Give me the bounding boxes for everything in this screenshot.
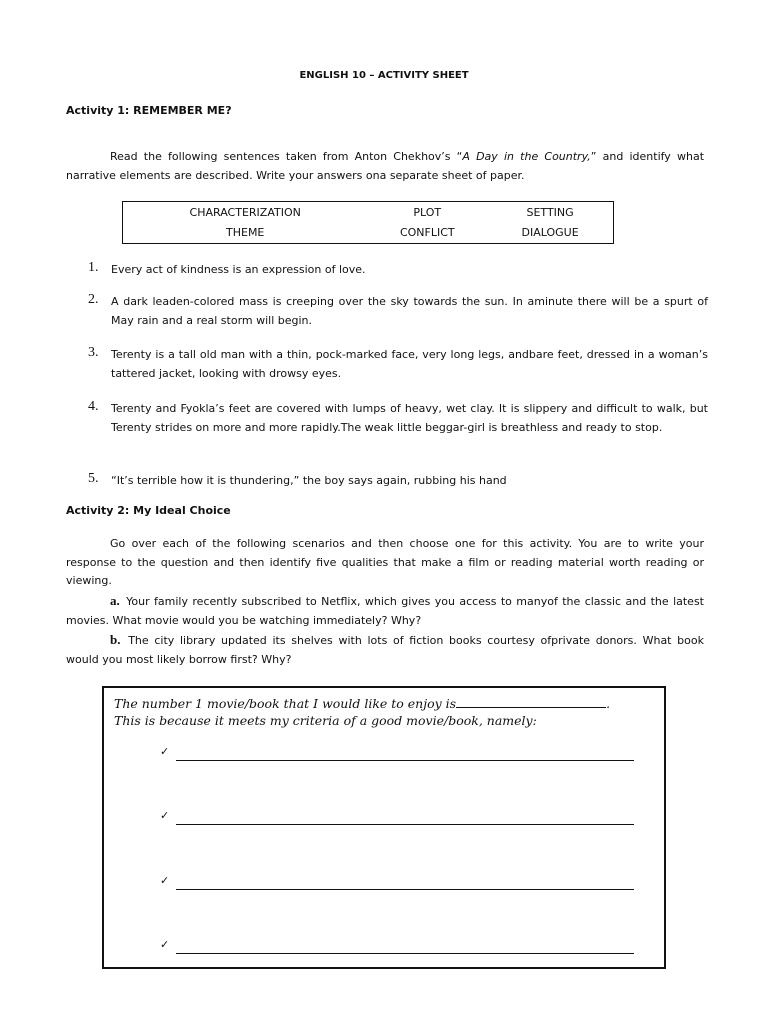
table-row <box>123 202 614 223</box>
work-title: A Day in the Country, <box>462 150 591 163</box>
criterion-row <box>160 809 634 825</box>
criterion-row <box>160 874 634 890</box>
item-number: 3. <box>88 345 99 360</box>
narrative-elements-table <box>122 201 614 244</box>
item-text: Terenty is a tall old man with a thin, pock-marked face, very long legs, andbare feet, dressed in a woman’s tattered jacket, looking with drowsy eyes. <box>111 348 708 380</box>
item-number: 2. <box>88 292 99 307</box>
instruction-text-start: Read the following sentences taken from Anton Chekhov’s “ <box>110 150 463 163</box>
list-item <box>88 400 708 437</box>
scenario-text: The city library updated its shelves with lots of fiction books courtesy ofprivate donors. What book would you most likely borrow first? Why? <box>66 634 704 666</box>
page-title: ENGLISH 10 – ACTIVITY SHEET <box>299 70 469 81</box>
prompt-text: The number 1 movie/book that I would like to enjoy is <box>114 696 457 711</box>
criterion-blank-field[interactable] <box>176 953 634 954</box>
list-item <box>88 261 708 280</box>
item-text: Every act of kindness is an expression of love. <box>111 263 366 276</box>
item-number: 4. <box>88 399 99 414</box>
criterion-blank-field[interactable] <box>176 889 634 890</box>
answer-prompt-line-1 <box>114 695 610 711</box>
table-cell: THEME <box>226 226 265 240</box>
item-number: 1. <box>88 260 99 275</box>
scenario-text: Your family recently subscribed to Netflix, which gives you access to manyof the classic and the latest movies. What movie would you be watching immediately? Why? <box>66 595 704 627</box>
item-number: 5. <box>88 471 99 486</box>
list-item <box>88 472 708 491</box>
criterion-row <box>160 938 634 954</box>
checkmark-icon: ✓ <box>160 809 170 822</box>
table-cell: DIALOGUE <box>521 226 579 240</box>
item-text: Terenty and Fyokla’s feet are covered with lumps of heavy, wet clay. It is slippery and difficult to walk, but Terenty strides on more and more rapidly.The weak little beggar-girl is breathless and ready to stop. <box>111 402 708 434</box>
prompt-period: . <box>606 696 611 711</box>
table-row <box>123 223 614 244</box>
table-cell: PLOT <box>413 205 442 219</box>
activity-1-heading: Activity 1: REMEMBER ME? <box>66 104 232 117</box>
list-item <box>88 346 708 383</box>
activity-1-instruction <box>66 148 704 185</box>
scenario-letter: a. <box>110 593 120 608</box>
activity-2-instruction: Go over each of the following scenarios and then choose one for this activity. You are to write your response to the question and then identify five qualities that make a film or reading material worth reading or viewing. <box>66 537 704 587</box>
scenario-b <box>66 631 704 669</box>
table-cell: CHARACTERIZATION <box>189 205 301 219</box>
activity-2-heading: Activity 2: My Ideal Choice <box>66 504 231 517</box>
table-cell: CONFLICT <box>399 226 455 240</box>
item-text: A dark leaden-colored mass is creeping over the sky towards the sun. In aminute there will be a spurt of May rain and a real storm will begin. <box>111 295 708 327</box>
answer-prompt-line-2: This is because it meets my criteria of a good movie/book, namely: <box>114 713 537 728</box>
checkmark-icon: ✓ <box>160 745 170 758</box>
instruction-text-end: ” and identify what narrative elements are described. Write your answers ona separate sheet of paper. <box>66 150 705 182</box>
checkmark-icon: ✓ <box>160 938 170 951</box>
criterion-row <box>160 745 634 761</box>
criterion-blank-field[interactable] <box>176 824 634 825</box>
scenario-a <box>66 592 704 630</box>
checkmark-icon: ✓ <box>160 874 170 887</box>
criterion-blank-field[interactable] <box>176 760 634 761</box>
list-item <box>88 293 708 330</box>
item-text: “It’s terrible how it is thundering,” the boy says again, rubbing his hand <box>111 474 507 487</box>
answer-box <box>102 686 666 969</box>
title-blank-field[interactable] <box>456 695 606 708</box>
table-cell: SETTING <box>526 205 574 219</box>
scenario-letter: b. <box>110 632 121 647</box>
